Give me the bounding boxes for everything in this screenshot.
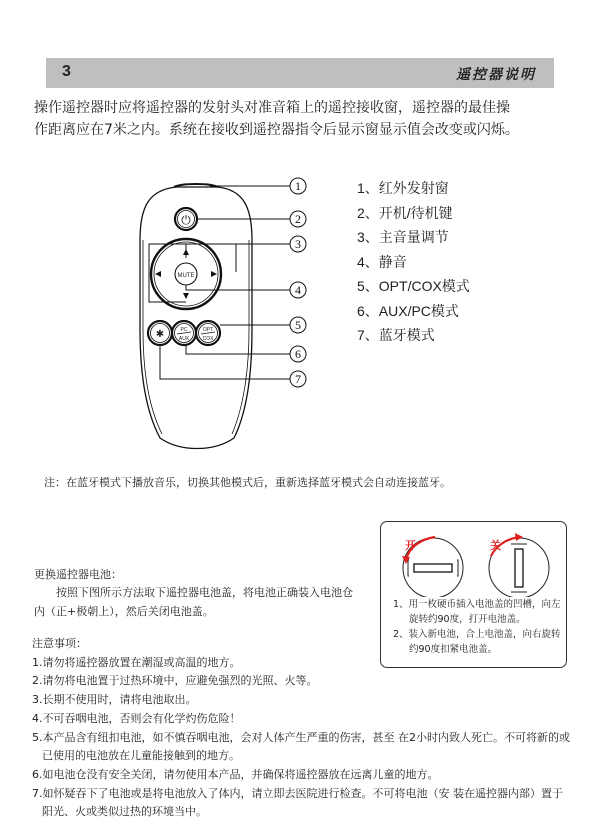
opt-label: OPT: [202, 327, 214, 333]
intro-line-1: 操作遥控器时应将遥控器的发射头对准音箱上的遥控接收窗，遥控器的最佳操: [34, 100, 510, 116]
bluetooth-icon: ✱: [155, 329, 165, 340]
legend-item: 4、静音: [357, 253, 407, 270]
aux-label: AUX: [178, 336, 190, 342]
callout-7: 7: [295, 372, 301, 386]
mute-label: MUTE: [177, 273, 195, 279]
legend-item: 6、AUX/PC模式: [357, 302, 459, 319]
battery-step: 1、用一枚硬币插入电池盖的凹槽，向左旋转约90度，打开电池盖。: [393, 599, 561, 625]
caution-item: 6.如电池仓没有安全关闭，请勿使用本产品，并确保将遥控器放在远离儿童的地方。: [32, 767, 439, 781]
battery-cover-illustration: [381, 522, 566, 597]
caution-item: 5.本产品含有纽扣电池，如不慎吞咽电池，会对人体产生严重的伤害，甚至 在2小时内致人死亡。不可将新的或已使用的电池放在儿童能接触到的地方。: [32, 730, 570, 763]
section-title: 遥控器说明: [456, 67, 536, 83]
caution-item: 7.如怀疑吞下了电池或是将电池放入了体内，请立即去医院进行检查。不可将电池（安 装在遥控器内部）置于阳光、火或类似过热的环境当中。: [32, 786, 563, 819]
cox-label: COX: [202, 336, 214, 342]
power-icon: ⏻: [181, 213, 191, 227]
cautions-title: 注意事项：: [32, 637, 87, 650]
legend-item: 3、主音量调节: [357, 229, 449, 245]
caution-item: 2.请勿将电池置于过热环境中，应避免强烈的光照、火等。: [32, 674, 318, 688]
callout-6: 6: [295, 347, 301, 361]
callout-5: 5: [295, 318, 301, 332]
callout-1: 1: [295, 179, 301, 193]
legend-item: 1、红外发射窗: [357, 180, 449, 196]
replace-line-2: 内（正+极朝上），然后关闭电池盖。: [34, 605, 214, 618]
replace-battery-title: 更换遥控器电池：: [34, 568, 122, 581]
bluetooth-note: 注：在蓝牙模式下播放音乐，切换其他模式后，重新选择蓝牙模式会自动连接蓝牙。: [44, 476, 451, 489]
caution-item: 1.请勿将遥控器放置在潮湿或高温的地方。: [32, 655, 241, 669]
callout-4: 4: [295, 283, 301, 297]
cautions-section: [32, 635, 572, 822]
caution-item: 4.不可吞咽电池，否则会有化学灼伤危险！: [32, 711, 241, 725]
open-label: 开: [405, 539, 416, 552]
legend-item: 7、蓝牙模式: [357, 327, 435, 343]
replace-line-1: 按照下图所示方法取下遥控器电池盖，将电池正确装入电池仓: [56, 586, 353, 599]
remote-body: [140, 187, 252, 449]
legend-item: 5、OPT/COX模式: [357, 278, 470, 294]
intro-line-2: 作距离应在7米之内。系统在接收到遥控器指令后显示窗显示值会改变或闪烁。: [34, 122, 519, 138]
callout-2: 2: [295, 212, 301, 226]
close-label: 关: [490, 539, 501, 552]
pc-label: PC: [180, 327, 188, 333]
button-legend: [357, 176, 470, 348]
callout-3: 3: [295, 237, 301, 251]
battery-step: 2、装入新电池，合上电池盖，向右旋转约90度扣紧电池盖。: [393, 629, 561, 655]
caution-item: 3.长期不使用时，请将电池取出。: [32, 693, 197, 707]
replace-battery-body: [34, 583, 374, 621]
legend-item: 2、开机/待机键: [357, 204, 453, 221]
page-number: 3: [62, 63, 71, 80]
